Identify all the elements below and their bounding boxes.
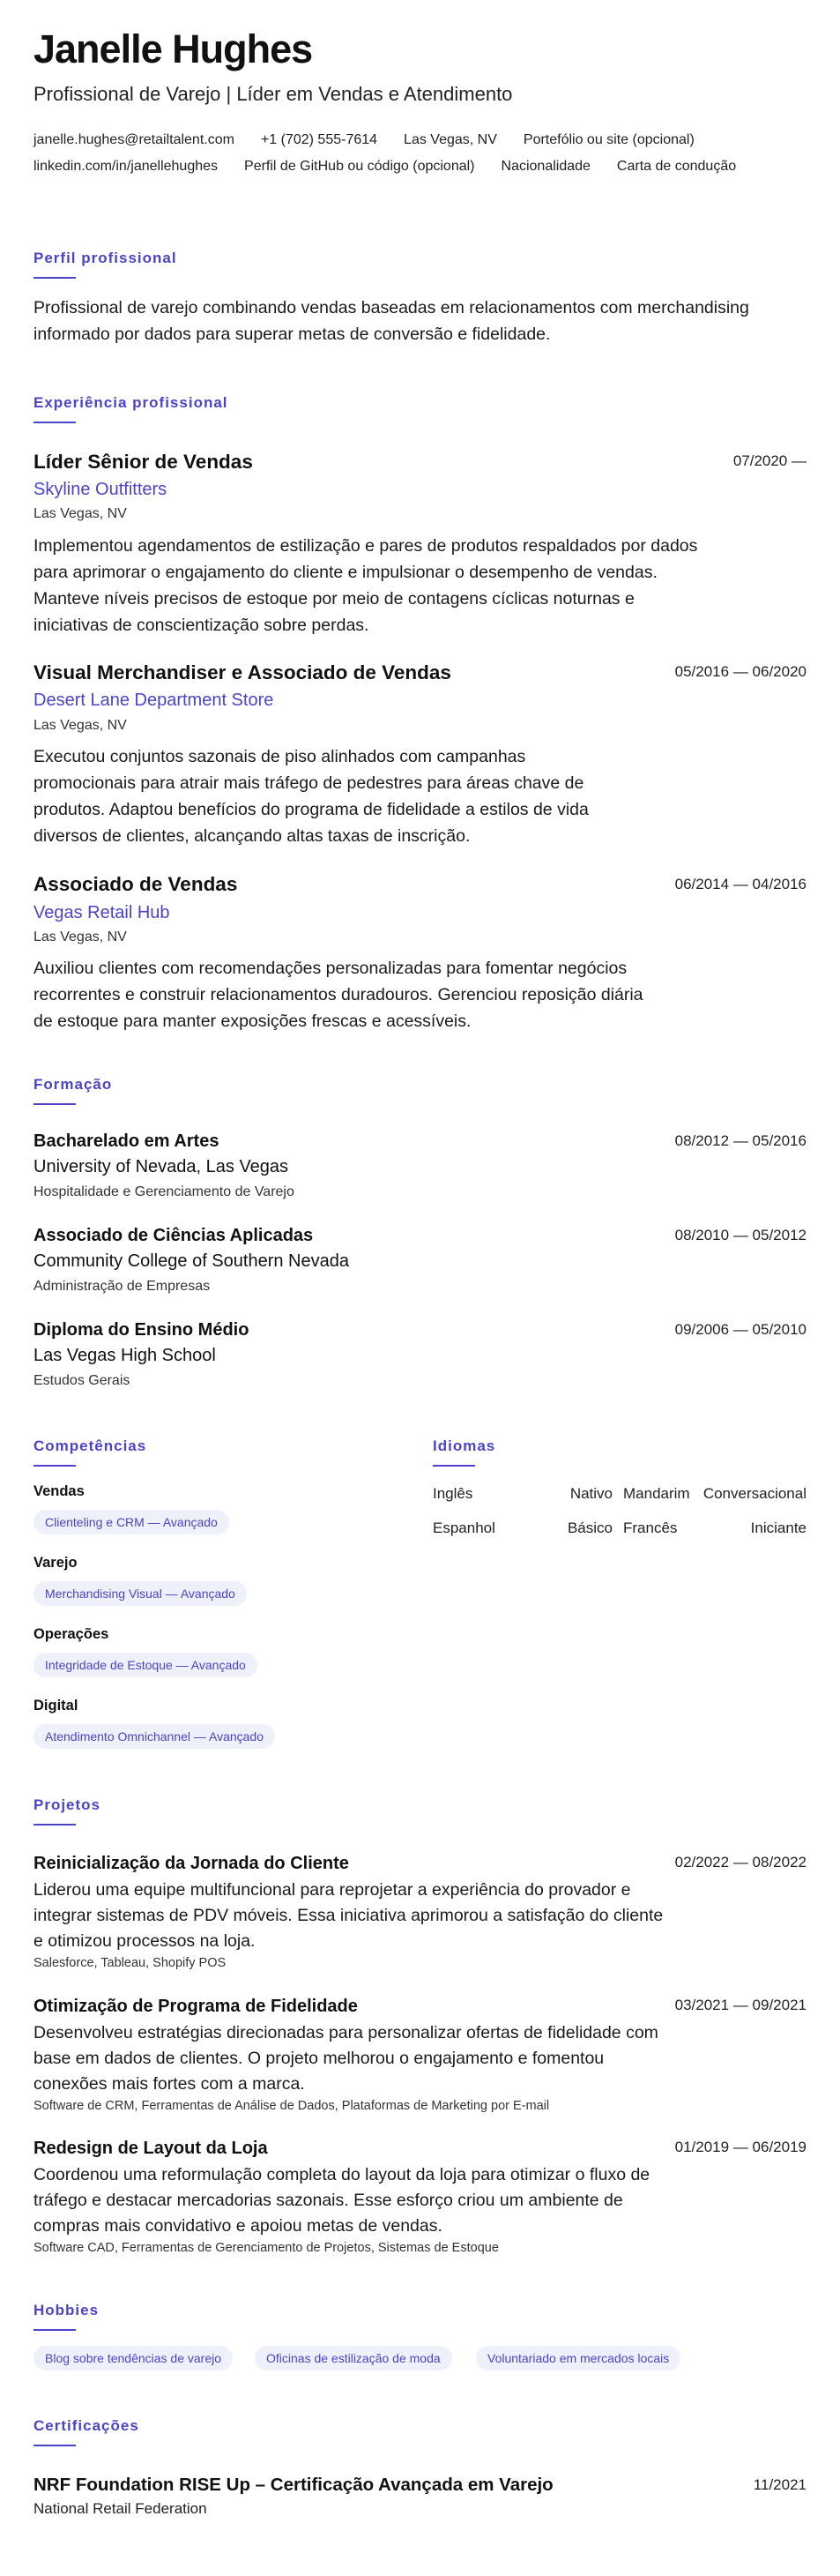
contact-linkedin[interactable]: linkedin.com/in/janellehughes bbox=[33, 159, 219, 174]
job-location: Las Vegas, NV bbox=[33, 718, 127, 733]
certification-date: 11/2021 bbox=[753, 2476, 807, 2493]
job-company: Skyline Outfitters bbox=[33, 480, 167, 499]
job-location: Las Vegas, NV bbox=[33, 930, 127, 945]
education-dates: 08/2012 — 05/2016 bbox=[674, 1132, 807, 1149]
contact-email[interactable]: janelle.hughes@retailtalent.com bbox=[33, 132, 234, 147]
language-level: Nativo bbox=[569, 1485, 613, 1502]
skills-section-title: Competências bbox=[33, 1437, 147, 1454]
headline: Profissional de Varejo | Líder em Vendas e Atendimento bbox=[33, 83, 513, 105]
job-role: Líder Sênior de Vendas bbox=[33, 451, 253, 473]
project-description: Coordenou uma reformulação completa do layout da loja para otimizar o fluxo de tráfego e destacar mercadorias sazonais. Esse esforço criou um ambiente de compras mais convidativo e apoiou metas de vendas. bbox=[33, 2165, 650, 2236]
profile-section-title: Perfil profissional bbox=[33, 250, 177, 266]
skill-category: Digital bbox=[33, 1698, 78, 1714]
hobbies-divider bbox=[33, 2329, 76, 2331]
job-description: Executou conjuntos sazonais de piso alinhados com campanhas promocionais para atrair mais tráfego de pedestres para áreas chave de produtos. Adaptou benefícios do programa de fidelidade a estilos de vida diversos de clientes, alcançando altas taxas de inscrição. bbox=[33, 747, 589, 846]
languages-section-title: Idiomas bbox=[433, 1437, 496, 1454]
job-dates: 05/2016 — 06/2020 bbox=[674, 663, 807, 680]
job-description: Auxiliou clientes com recomendações personalizadas para fomentar negócios recorrentes e construir relacionamentos duradouros. Gerenciou reposição diária de estoque para manter exposições frescas e acessíveis. bbox=[33, 959, 643, 1031]
contact-portfolio[interactable]: Portefólio ou site (opcional) bbox=[523, 132, 695, 147]
profile-divider bbox=[33, 277, 76, 279]
contact-phone[interactable]: +1 (702) 555-7614 bbox=[260, 132, 378, 147]
education-degree: Diploma do Ensino Médio bbox=[33, 1320, 249, 1340]
contact-location: Las Vegas, NV bbox=[404, 132, 497, 147]
project-name: Redesign de Layout da Loja bbox=[33, 2139, 268, 2158]
project-tech: Salesforce, Tableau, Shopify POS bbox=[33, 1956, 227, 1970]
profile-summary: Profissional de varejo combinando vendas baseadas em relacionamentos com merchandising informado por dados para superar metas de conversão e fidelidade. bbox=[33, 298, 749, 344]
project-dates: 02/2022 — 08/2022 bbox=[674, 1854, 807, 1870]
projects-section-title: Projetos bbox=[33, 1796, 101, 1813]
education-degree: Bacharelado em Artes bbox=[33, 1131, 219, 1151]
project-dates: 01/2019 — 06/2019 bbox=[674, 2139, 807, 2155]
education-field: Hospitalidade e Gerenciamento de Varejo bbox=[33, 1184, 294, 1199]
job-role: Associado de Vendas bbox=[33, 873, 238, 895]
education-dates: 08/2010 — 05/2012 bbox=[674, 1227, 807, 1243]
job-dates: 07/2020 — bbox=[732, 452, 807, 469]
project-name: Otimização de Programa de Fidelidade bbox=[33, 1997, 358, 2016]
job-company: Vegas Retail Hub bbox=[33, 903, 170, 922]
job-role: Visual Merchandiser e Associado de Vendas bbox=[33, 661, 451, 683]
skill-category: Operações bbox=[33, 1626, 109, 1642]
project-description: Desenvolveu estratégias direcionadas para personalizar ofertas de fidelidade com base em dados de clientes. O projeto melhorou o engajamento e fomentou conexões mais fortes com a marca. bbox=[33, 2023, 658, 2094]
project-name: Reinicialização da Jornada do Cliente bbox=[33, 1854, 349, 1873]
skill-chip: Integridade de Estoque — Avançado bbox=[33, 1653, 257, 1677]
education-institution: University of Nevada, Las Vegas bbox=[33, 1157, 289, 1176]
skills-divider bbox=[33, 1465, 76, 1467]
language-level: Básico bbox=[567, 1519, 613, 1536]
skill-chip: Atendimento Omnichannel — Avançado bbox=[33, 1724, 275, 1749]
hobby-chip: Oficinas de estilização de moda bbox=[255, 2346, 452, 2371]
language-name: Espanhol bbox=[433, 1519, 495, 1536]
hobby-chip: Blog sobre tendências de varejo bbox=[33, 2346, 233, 2371]
contact-list bbox=[33, 127, 809, 180]
project-description: Liderou uma equipe multifuncional para reprojetar a experiência do provador e integrar sistemas de PDV móveis. Essa iniciativa aprimorou a satisfação do cliente e otimizou processos na loja. bbox=[33, 1880, 664, 1951]
experience-divider bbox=[33, 422, 76, 423]
skill-category: Vendas bbox=[33, 1483, 85, 1499]
contact-nationality: Nacionalidade bbox=[501, 159, 591, 174]
education-field: Administração de Empresas bbox=[33, 1279, 211, 1294]
certifications-divider bbox=[33, 2445, 76, 2446]
language-level: Iniciante bbox=[750, 1519, 807, 1536]
education-institution: Community College of Southern Nevada bbox=[33, 1251, 349, 1271]
skill-chip: Merchandising Visual — Avançado bbox=[33, 1581, 247, 1606]
language-name: Francês bbox=[623, 1519, 678, 1536]
job-description: Implementou agendamentos de estilização e pares de produtos respaldados por dados para aprimorar o engajamento do cliente e impulsionar o desempenho de vendas. Manteve níveis precisos de estoque por meio de contagens cíclicas noturnas e iniciativas de conscientização sobre perdas. bbox=[33, 536, 698, 635]
education-degree: Associado de Ciências Aplicadas bbox=[33, 1226, 314, 1245]
job-company: Desert Lane Department Store bbox=[33, 691, 274, 710]
language-name: Mandarim bbox=[623, 1485, 690, 1502]
project-tech: Software de CRM, Ferramentas de Análise de Dados, Plataformas de Marketing por E-mail bbox=[33, 2099, 550, 2113]
language-name: Inglês bbox=[433, 1485, 473, 1502]
education-institution: Las Vegas High School bbox=[33, 1346, 216, 1365]
education-divider bbox=[33, 1103, 76, 1105]
project-tech: Software CAD, Ferramentas de Gerenciamento de Projetos, Sistemas de Estoque bbox=[33, 2241, 499, 2255]
education-section-title: Formação bbox=[33, 1076, 113, 1093]
languages-divider bbox=[433, 1465, 475, 1467]
candidate-name: Janelle Hughes bbox=[33, 26, 313, 71]
contact-github[interactable]: Perfil de GitHub ou código (opcional) bbox=[244, 159, 475, 174]
education-field: Estudos Gerais bbox=[33, 1373, 130, 1388]
hobby-chip: Voluntariado em mercados locais bbox=[476, 2346, 680, 2371]
skill-category: Varejo bbox=[33, 1555, 78, 1571]
job-location: Las Vegas, NV bbox=[33, 506, 127, 521]
skill-chip: Clienteling e CRM — Avançado bbox=[33, 1510, 229, 1534]
certifications-section-title: Certificações bbox=[33, 2417, 139, 2434]
certification-issuer: National Retail Federation bbox=[33, 2500, 207, 2517]
certification-name: NRF Foundation RISE Up – Certificação Avançada em Varejo bbox=[33, 2475, 554, 2495]
project-dates: 03/2021 — 09/2021 bbox=[674, 1997, 807, 2013]
hobbies-section-title: Hobbies bbox=[33, 2302, 100, 2318]
contact-driving-license: Carta de condução bbox=[616, 159, 737, 174]
experience-section-title: Experiência profissional bbox=[33, 394, 228, 411]
projects-divider bbox=[33, 1824, 76, 1826]
education-dates: 09/2006 — 05/2010 bbox=[674, 1321, 807, 1338]
language-level: Conversacional bbox=[702, 1485, 807, 1502]
job-dates: 06/2014 — 04/2016 bbox=[674, 876, 807, 892]
